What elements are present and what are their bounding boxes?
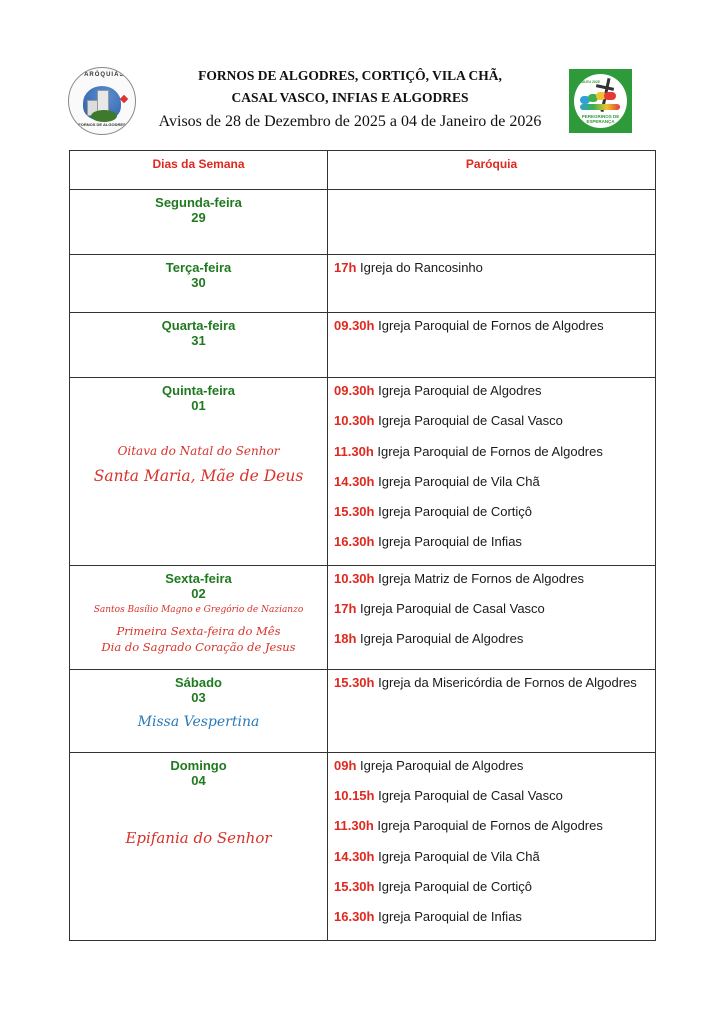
- parish-cell: [328, 190, 656, 255]
- schedule-row: [70, 669, 656, 752]
- mass-location: Igreja Paroquial de Cortiçô: [378, 504, 533, 520]
- day-cell: [70, 752, 328, 940]
- mass-time: 16.30h: [334, 909, 375, 925]
- mass-entry: [334, 631, 655, 661]
- day-name: Segunda-feira: [155, 195, 242, 210]
- mass-time: 14.30h: [334, 473, 375, 489]
- mass-location: Igreja Paroquial de Vila Chã: [378, 848, 540, 864]
- parish-logo-text-bottom: FORNOS DE ALGODRES: [78, 122, 126, 127]
- day-date: 03: [191, 689, 206, 705]
- mass-entry: [334, 444, 655, 474]
- schedule-row: [70, 255, 656, 313]
- parish-cell: [328, 565, 656, 669]
- schedule-row: [70, 190, 656, 255]
- mass-location: Igreja Paroquial de Infias: [378, 534, 522, 550]
- day-date: 04: [191, 772, 206, 788]
- day-cell: [70, 313, 328, 378]
- mass-time: 14.30h: [334, 848, 375, 864]
- mass-location: Igreja Paroquial de Cortiçô: [378, 878, 533, 894]
- liturgical-note: Dia do Sagrado Coração de Jesus: [101, 640, 296, 655]
- mass-entry: [334, 788, 655, 818]
- parish-logo-text-top: PARÓQUIAS: [79, 72, 125, 78]
- title-line-1: FORNOS DE ALGODRES, CORTIÇÔ, VILA CHÃ,: [198, 68, 502, 83]
- mass-entry: [334, 318, 655, 348]
- mass-location: Igreja Paroquial de Algodres: [378, 383, 542, 398]
- mass-location: Igreja Paroquial de Vila Chã: [378, 473, 540, 489]
- mass-entry: [334, 383, 655, 413]
- mass-time: 11.30h: [334, 818, 374, 834]
- mass-time: 10.30h: [334, 413, 375, 429]
- day-cell: [70, 190, 328, 255]
- mass-entry: [334, 571, 655, 601]
- day-name: Terça-feira: [165, 260, 232, 275]
- mass-entry: [334, 260, 655, 290]
- mass-entry: [334, 675, 655, 705]
- day-name: Domingo: [170, 757, 227, 773]
- mass-time: 09.30h: [334, 318, 375, 333]
- parish-cell: [328, 752, 656, 940]
- day-date: 01: [191, 398, 206, 413]
- mass-location: Igreja da Misericórdia de Fornos de Algodres: [378, 674, 637, 690]
- schedule-row: [70, 378, 656, 566]
- mass-location: Igreja Matriz de Fornos de Algodres: [378, 570, 585, 586]
- mass-location: Igreja Paroquial de Algodres: [360, 757, 524, 773]
- day-date: 31: [191, 333, 206, 348]
- schedule-row: [70, 565, 656, 669]
- column-header-parish: Paróquia: [328, 151, 656, 190]
- mass-entry: [334, 879, 655, 909]
- jubilee-logo-text-top: JUBILEU 2025: [576, 80, 600, 84]
- mass-location: Igreja Paroquial de Fornos de Algodres: [377, 443, 603, 459]
- day-cell: [70, 378, 328, 566]
- day-name: Quinta-feira: [162, 383, 235, 398]
- mass-time: 09h: [334, 757, 357, 773]
- jubilee-logo-text-bottom: PEREGRINOS DE ESPERANÇA: [581, 114, 620, 124]
- mass-entry: [334, 818, 655, 848]
- liturgical-note: Primeira Sexta-feira do Mês: [116, 623, 281, 638]
- day-cell: [70, 669, 328, 752]
- parish-cell: [328, 313, 656, 378]
- mass-location: Igreja Paroquial de Fornos de Algodres: [378, 318, 604, 333]
- mass-schedule-table: [69, 150, 656, 941]
- mass-time: 10.15h: [334, 788, 375, 804]
- parish-cell: [328, 378, 656, 566]
- mass-entry: [334, 758, 655, 788]
- parish-cell: [328, 255, 656, 313]
- liturgical-note: Oitava do Natal do Senhor: [117, 444, 280, 458]
- mass-time: 09.30h: [334, 383, 375, 398]
- mass-entry: [334, 474, 655, 504]
- day-date: 29: [191, 210, 206, 225]
- day-date: 02: [191, 585, 206, 601]
- mass-entry: [334, 909, 655, 939]
- mass-time: 18h: [334, 631, 357, 647]
- table-body: [70, 190, 656, 941]
- parish-cell: [328, 669, 656, 752]
- mass-time: 11.30h: [334, 443, 374, 459]
- mass-location: Igreja do Rancosinho: [360, 260, 483, 275]
- mass-time: 10.30h: [334, 570, 375, 586]
- mass-location: Igreja Paroquial de Casal Vasco: [360, 601, 545, 617]
- jubilee-logo-icon: [569, 69, 632, 133]
- day-date: 30: [191, 275, 206, 290]
- parish-logo-icon: [68, 67, 136, 135]
- day-cell: [70, 255, 328, 313]
- table-header-row: [70, 151, 656, 190]
- mass-time: 17h: [334, 260, 357, 275]
- day-name: Quarta-feira: [161, 318, 236, 333]
- mass-time: 17h: [334, 601, 357, 617]
- mass-location: Igreja Paroquial de Algodres: [360, 631, 524, 647]
- mass-entry: [334, 413, 655, 443]
- day-name: Sábado: [175, 674, 222, 690]
- mass-time: 15.30h: [334, 504, 375, 520]
- liturgical-note: Missa Vespertina: [137, 713, 260, 730]
- mass-location: Igreja Paroquial de Casal Vasco: [378, 788, 563, 804]
- day-cell: [70, 565, 328, 669]
- column-header-days: Dias da Semana: [70, 151, 328, 190]
- mass-location: Igreja Paroquial de Fornos de Algodres: [377, 818, 603, 834]
- day-name: Sexta-feira: [165, 570, 232, 586]
- mass-entry: [334, 601, 655, 631]
- mass-location: Igreja Paroquial de Infias: [378, 909, 522, 925]
- schedule-row: [70, 752, 656, 940]
- liturgical-note: Epifania do Senhor: [125, 828, 272, 847]
- liturgical-note: Santos Basílio Magno e Gregório de Nazianzo: [93, 604, 304, 615]
- mass-time: 15.30h: [334, 674, 375, 690]
- mass-entry: [334, 504, 655, 534]
- mass-entry: [334, 534, 655, 564]
- schedule-row: [70, 313, 656, 378]
- mass-time: 15.30h: [334, 878, 375, 894]
- mass-entry: [334, 849, 655, 879]
- mass-location: Igreja Paroquial de Casal Vasco: [378, 413, 563, 429]
- date-range-subtitle: Avisos de 28 de Dezembro de 2025 a 04 de Janeiro de 2026: [158, 113, 542, 130]
- mass-time: 16.30h: [334, 534, 375, 550]
- title-line-2: CASAL VASCO, INFIAS E ALGODRES: [231, 90, 469, 105]
- liturgical-note: Santa Maria, Mãe de Deus: [93, 467, 304, 485]
- page-header: [0, 60, 724, 140]
